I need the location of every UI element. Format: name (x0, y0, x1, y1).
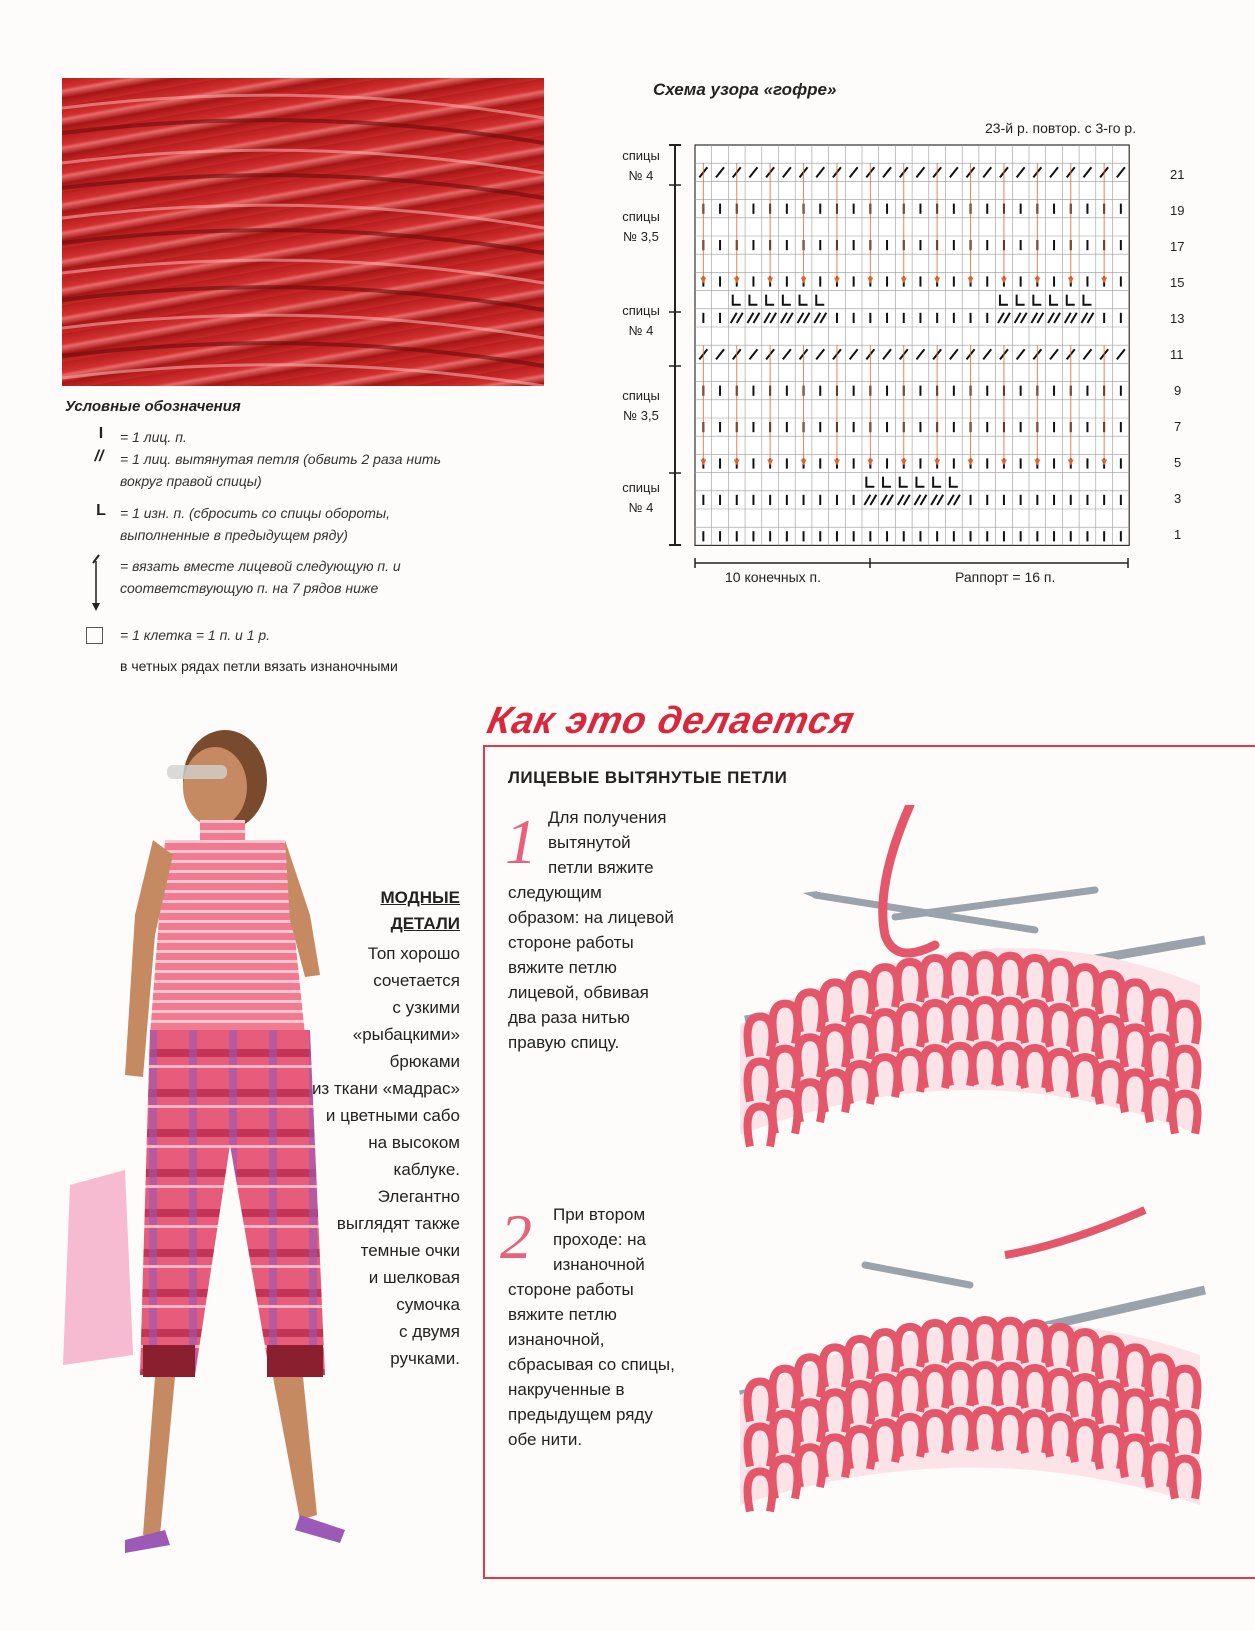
legend-item-elongated: = 1 лиц. вытянутая петля (обвить 2 раза нить вокруг правой спицы) (120, 451, 441, 489)
row-number: 7 (1174, 419, 1182, 434)
row-number: 21 (1170, 167, 1185, 182)
step-text-line: изнаночной, (508, 1330, 605, 1349)
row-number: 17 (1170, 239, 1185, 254)
step-text-line: предыдущем ряду (508, 1405, 653, 1424)
step-1-text-b (508, 880, 718, 1055)
row-number: 13 (1170, 311, 1185, 326)
model-text-line: с узкими (392, 998, 460, 1017)
step-number-2: 2 (500, 1201, 532, 1272)
model-text-line: ручками. (390, 1349, 460, 1368)
step-text-line: Для получения (548, 808, 667, 827)
model-text-line: Элегантно (377, 1187, 460, 1206)
step-text-line: накрученные в (508, 1380, 625, 1399)
step-2-text-b (508, 1277, 718, 1452)
chart-title: Схема узора «гофре» (653, 80, 837, 99)
step-text-line: вытянутой (548, 833, 631, 852)
model-text-line: темные очки (360, 1241, 460, 1260)
howto-heading: Как это делается (483, 700, 859, 742)
step-text-line: При втором (553, 1205, 646, 1224)
knit-stitch-symbol: I (98, 425, 104, 442)
needle-label-35b: спицы № 3,5 (622, 388, 660, 423)
needle-label-4a: спицы № 4 (622, 148, 660, 183)
needle-label-4c: спицы № 4 (622, 480, 660, 515)
model-text-line: из ткани «мадрас» (311, 1079, 460, 1098)
row-number: 9 (1174, 383, 1182, 398)
legend-item-knit: = 1 лиц. п. (120, 429, 187, 445)
model-description (290, 940, 460, 1372)
step-text-line: стороне работы (508, 1280, 634, 1299)
step-2-text-a (553, 1202, 763, 1277)
step-text-line: стороне работы (508, 933, 634, 952)
model-title-line2: ДЕТАЛИ (390, 914, 460, 933)
model-text-line: выглядят также (336, 1214, 460, 1233)
repeat-note: 23-й р. повтор. с 3-го р. (985, 120, 1137, 136)
step-text-line: два раза нитью (508, 1008, 630, 1027)
row-number: 5 (1174, 455, 1182, 470)
row-number: 11 (1170, 347, 1184, 362)
step-number-1: 1 (505, 806, 537, 877)
step-text-line: вяжите петлю (508, 1305, 617, 1324)
model-title-box (270, 885, 460, 937)
step-text-line: образом: на лицевой (508, 908, 674, 927)
howto-subheading: ЛИЦЕВЫЕ ВЫТЯНУТЫЕ ПЕТЛИ (508, 768, 788, 787)
step-text-line: петли вяжите (548, 858, 654, 877)
model-text-line: «рыбацкими» (352, 1025, 460, 1044)
needle-label-4b: спицы № 4 (622, 303, 660, 338)
model-text-line: каблуке. (393, 1160, 460, 1179)
step-text-line: следующим (508, 883, 602, 902)
step-text-line: проходе: на (553, 1230, 646, 1249)
knitting-illustration-step-1 (735, 805, 1215, 1155)
cell-square-icon (86, 627, 103, 644)
legend-item-together: = вязать вместе лицевой следующую п. и соответствующую п. на 7 рядов ниже (120, 558, 401, 596)
row-number: 3 (1174, 491, 1182, 506)
model-title-line1: МОДНЫЕ (380, 888, 460, 907)
model-text-line: сочетается (373, 971, 460, 990)
repeat-label: Раппорт = 16 п. (955, 569, 1056, 585)
legend-title: Условные обозначения (65, 398, 241, 415)
row-number: 19 (1170, 203, 1185, 218)
step-text-line: обе нити. (508, 1430, 583, 1449)
needle-label-35a: спицы № 3,5 (622, 209, 660, 244)
step-text-line: вяжите петлю (508, 958, 617, 977)
model-text-line: на высоком (368, 1133, 460, 1152)
step-text-line: лицевой, обвивая (508, 983, 649, 1002)
model-text-line: с двумя (398, 1322, 460, 1341)
arrow-down-icon (88, 553, 106, 613)
model-text-line: Топ хорошо (367, 944, 460, 963)
elongated-stitch-symbol: // (94, 448, 104, 465)
step-text-line: изнаночной (553, 1255, 645, 1274)
model-text-line: и шелковая (368, 1268, 460, 1287)
knitted-swatch-photo (62, 78, 544, 386)
row-number: 15 (1170, 275, 1185, 290)
row-number: 1 (1174, 527, 1182, 542)
knitting-illustration-step-2 (735, 1205, 1215, 1525)
step-text-line: сбрасывая со спицы, (508, 1355, 675, 1374)
model-text-line: сумочка (396, 1295, 460, 1314)
swatch-texture (62, 78, 544, 386)
step-text-line: правую спицу. (508, 1033, 620, 1052)
purl-stitch-symbol: L (96, 502, 106, 519)
model-text-line: брюками (389, 1052, 460, 1071)
legend-item-cell: = 1 клетка = 1 п. и 1 р. (120, 627, 271, 643)
pattern-chart (665, 140, 1160, 580)
model-text-line: и цветными сабо (325, 1106, 460, 1125)
legend-item-purl: = 1 изн. п. (сбросить со спицы обороты, выполненные в предыдущем ряду) (120, 505, 391, 543)
legend-note: в четных рядах петли вязать изнаночными (120, 658, 398, 674)
end-stitches-label: 10 конечных п. (725, 569, 822, 585)
step-1-text-a (548, 805, 758, 880)
